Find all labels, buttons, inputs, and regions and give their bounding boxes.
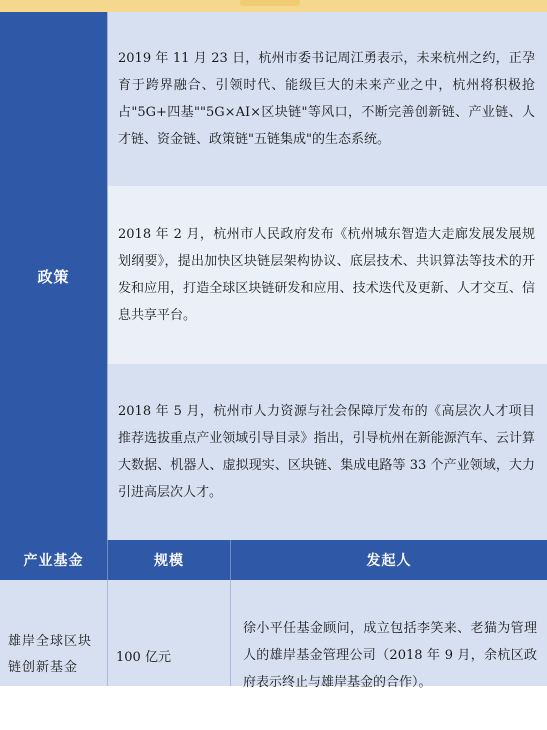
policy-item-text: 2019 年 11 月 23 日，杭州市委书记周江勇表示，未来杭州之约，正孕育于跨界融合、引领时代、能级巨大的未来产业之中，杭州将积极抢占"5G+四基""5G×AI×区块链"等风口，不断完善创新链、产业链、人才链、资金链、政策链"五链集成"的生态系统。: [118, 51, 535, 147]
policy-item-text: 2018 年 5 月，杭州市人力资源与社会保障厅发布的《高层次人才项目推荐选拔重点产业领域引导目录》指出，引导杭州在新能源汽车、云计算大数据、机器人、虚拟现实、区块链、集成电路等 33 个产业领域，大力引进高层次人才。: [118, 404, 535, 500]
policy-row-label: [0, 12, 107, 540]
previous-header-remnant: [240, 0, 300, 6]
policy-item-2: [108, 186, 547, 364]
header-fund-name: 产业基金: [23, 553, 84, 569]
policy-item-1: [108, 12, 547, 186]
policy-label-text: 政策: [37, 267, 70, 286]
header-initiator: 发起人: [366, 553, 412, 569]
fund-table-header: [0, 540, 547, 580]
policy-item-text: 2018 年 2 月，杭州市人民政府发布《杭州城东智造大走廊发展发展规划纲要》，提出加快区块链层架构协议、底层技术、共识算法等技术的开发和应用，打造全球区块链研发和应用、技术迭代及更新、人才交互、信息共享平台。: [118, 227, 535, 323]
fund-scale: 100 亿元: [116, 649, 171, 665]
fund-scale-cell: [108, 580, 230, 730]
fund-initiator: 徐小平任基金顾问，成立包括李笑来、老猫为管理人的雄岸基金管理公司（2018 年 9 月，余杭区政府表示终止与雄岸基金的合作）。: [243, 620, 537, 690]
fund-name-cell: [0, 580, 107, 730]
fund-name: 雄岸全球区块链创新基金: [8, 634, 93, 675]
fund-initiator-cell: [231, 580, 547, 730]
policy-item-3: [108, 364, 547, 540]
header-scale: 规模: [154, 553, 184, 569]
table-row: [0, 580, 547, 690]
